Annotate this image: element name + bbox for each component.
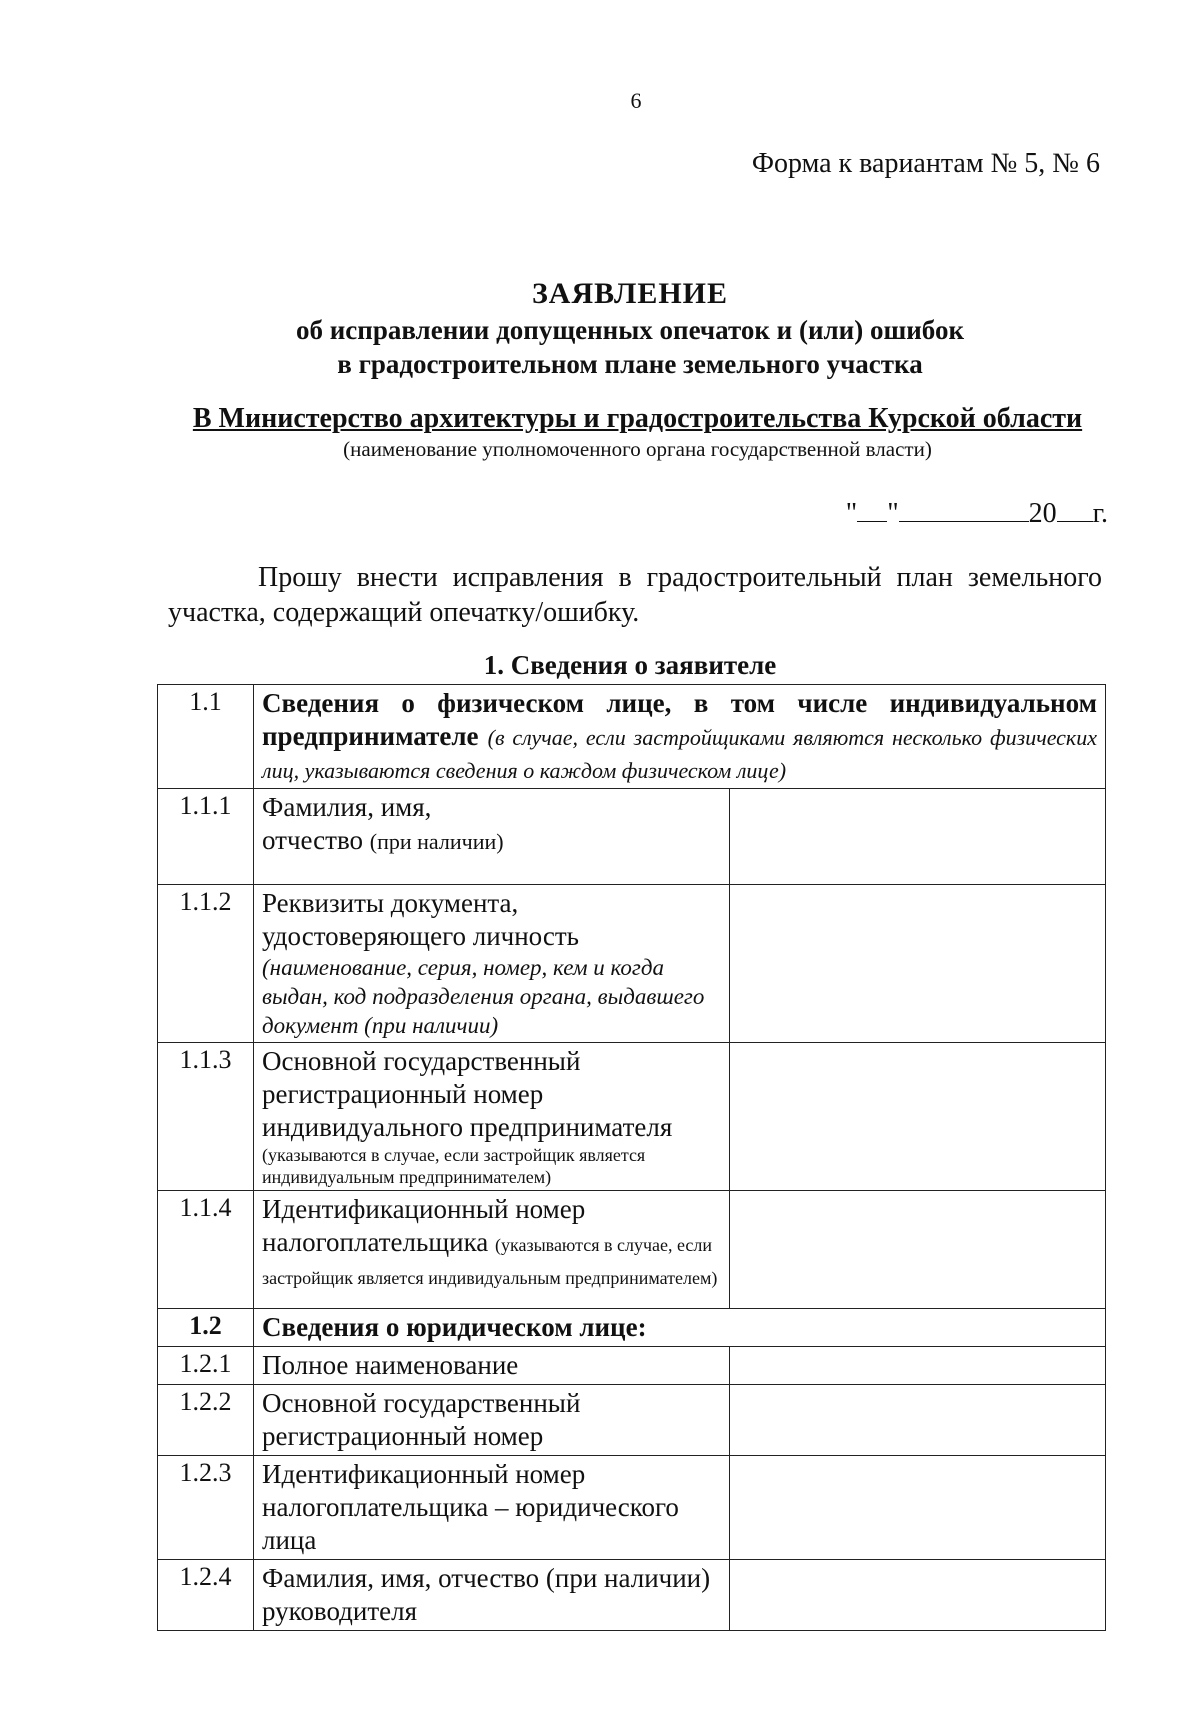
value-cell[interactable] bbox=[730, 789, 1106, 885]
row-label: Фамилия, имя, bbox=[262, 792, 432, 822]
row-number: 1.1.4 bbox=[158, 1191, 254, 1309]
table-row bbox=[158, 885, 1106, 1043]
row-note: (указываются в случае, если застройщик является индивидуальным предпринимателем) bbox=[262, 1235, 718, 1288]
table-row bbox=[158, 789, 1106, 885]
row-label-2: отчество bbox=[262, 825, 364, 855]
row-number: 1.2.4 bbox=[158, 1560, 254, 1631]
date-day-blank[interactable] bbox=[857, 495, 887, 522]
title-line-2: в градостроительном плане земельного участка bbox=[337, 349, 923, 379]
row-label-cell bbox=[254, 685, 1106, 789]
row-label: Реквизиты документа, удостоверяющего личность bbox=[262, 888, 579, 951]
table-row bbox=[158, 1456, 1106, 1560]
row-number: 1.1.2 bbox=[158, 885, 254, 1043]
row-label-cell bbox=[254, 1043, 730, 1191]
title-line-1: об исправлении допущенных опечаток и (или) ошибок bbox=[295, 315, 965, 345]
date-month-blank[interactable] bbox=[899, 495, 1029, 522]
row-note: (наименование, серия, номер, кем и когда выдан, код подразделения органа, выдавшего документ (при наличии) bbox=[262, 955, 705, 1038]
value-cell[interactable] bbox=[730, 1043, 1106, 1191]
table-row bbox=[158, 1347, 1106, 1385]
table-row bbox=[158, 1309, 1106, 1347]
table-row bbox=[158, 1043, 1106, 1191]
row-note: (при наличии) bbox=[369, 829, 504, 854]
value-cell[interactable] bbox=[730, 1191, 1106, 1309]
value-cell[interactable] bbox=[730, 1385, 1106, 1456]
table-row bbox=[158, 1560, 1106, 1631]
row-label: Идентификационный номер налогоплательщика bbox=[262, 1194, 586, 1257]
row-label-cell bbox=[254, 789, 730, 885]
table-row bbox=[158, 685, 1106, 789]
authority-block bbox=[175, 402, 1100, 462]
row-label: Основной государственный регистрационный номер индивидуального предпринимателя bbox=[262, 1046, 673, 1142]
title-main: ЗАЯВЛЕНИЕ bbox=[531, 277, 729, 310]
row-heading-note: (в случае, если застройщиками являются несколько физических лиц, указываются сведения о каждом физическом лице) bbox=[262, 725, 1097, 783]
date-line bbox=[846, 495, 1108, 530]
row-label: Основной государственный регистрационный номер bbox=[254, 1385, 730, 1456]
value-cell[interactable] bbox=[730, 1560, 1106, 1631]
row-number: 1.1.3 bbox=[158, 1043, 254, 1191]
section-1-title: 1. Сведения о заявителе bbox=[483, 650, 777, 680]
row-label-cell bbox=[254, 1191, 730, 1309]
table-row bbox=[158, 1191, 1106, 1309]
date-year-suffix: г. bbox=[1092, 498, 1108, 529]
row-number: 1.1 bbox=[158, 685, 254, 789]
request-text: Прошу внести исправления в градостроительный план земельного участка, содержащий опечатку/ошибку. bbox=[168, 562, 1102, 628]
row-number: 1.1.1 bbox=[158, 789, 254, 885]
date-quote-open: " bbox=[845, 498, 858, 529]
date-year-prefix: 20 bbox=[1028, 498, 1057, 529]
row-number: 1.2.3 bbox=[158, 1456, 254, 1560]
row-heading: Сведения о юридическом лице: bbox=[254, 1309, 1106, 1347]
row-label: Фамилия, имя, отчество (при наличии) руководителя bbox=[254, 1560, 730, 1631]
authority-caption: (наименование уполномоченного органа государственной власти) bbox=[343, 437, 932, 461]
row-note: (указываются в случае, если застройщик является индивидуальным предпринимателем) bbox=[262, 1145, 646, 1187]
date-quote-close: " bbox=[887, 498, 899, 529]
row-heading: Сведения о физическом лице, в том числе индивидуальном предпринимателе bbox=[262, 688, 1097, 751]
date-year-blank[interactable] bbox=[1057, 495, 1093, 522]
row-number: 1.2 bbox=[158, 1309, 254, 1347]
value-cell[interactable] bbox=[730, 885, 1106, 1043]
form-reference: Форма к вариантам № 5, № 6 bbox=[751, 148, 1100, 179]
value-cell[interactable] bbox=[730, 1347, 1106, 1385]
page-number: 6 bbox=[630, 88, 642, 113]
table-row bbox=[158, 1385, 1106, 1456]
row-number: 1.2.2 bbox=[158, 1385, 254, 1456]
row-label: Идентификационный номер налогоплательщика – юридического лица bbox=[254, 1456, 730, 1560]
value-cell[interactable] bbox=[730, 1456, 1106, 1560]
document-title bbox=[160, 275, 1100, 381]
row-label-cell bbox=[254, 885, 730, 1043]
applicant-info-table bbox=[157, 684, 1106, 1631]
authority-name: В Министерство архитектуры и градостроительства Курской области bbox=[192, 403, 1083, 434]
row-label: Полное наименование bbox=[254, 1347, 730, 1385]
row-number: 1.2.1 bbox=[158, 1347, 254, 1385]
